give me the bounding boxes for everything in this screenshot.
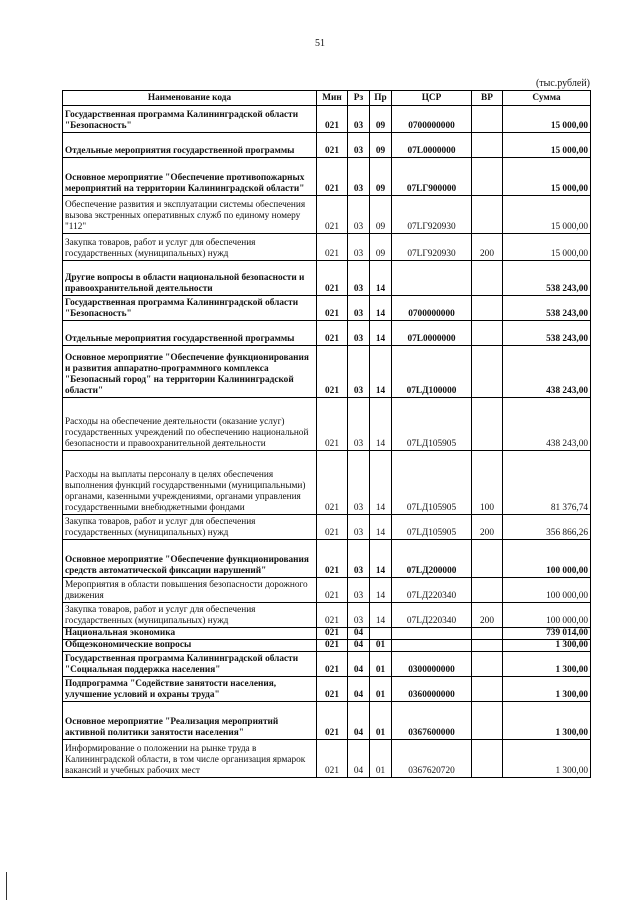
cell-csr: 0700000000 [392, 106, 472, 133]
cell-min: 021 [317, 296, 348, 321]
cell-pr: 14 [370, 578, 392, 603]
cell-csr [392, 628, 472, 640]
cell-name: Отдельные мероприятия государственной программы [63, 321, 317, 346]
cell-rz: 04 [348, 677, 370, 702]
cell-rz: 03 [348, 451, 370, 515]
cell-min: 021 [317, 398, 348, 451]
cell-sum: 15 000,00 [503, 133, 591, 158]
cell-vr: 200 [472, 603, 503, 628]
cell-csr [392, 640, 472, 652]
cell-name: Основное мероприятие "Обеспечение функционирования средств автоматической фиксации нарушений" [63, 540, 317, 578]
cell-csr: 07LД220340 [392, 603, 472, 628]
cell-name: Расходы на обеспечение деятельности (оказание услуг) государственных учреждений по обеспечению национальной безопасности и правоохранительной деятельности [63, 398, 317, 451]
header-rz: Рз [348, 91, 370, 106]
cell-min: 021 [317, 640, 348, 652]
cell-pr: 09 [370, 158, 392, 196]
table-row [63, 133, 591, 158]
cell-pr: 01 [370, 740, 392, 778]
cell-min: 021 [317, 652, 348, 677]
cell-pr: 01 [370, 640, 392, 652]
cell-rz: 03 [348, 106, 370, 133]
cell-min: 021 [317, 321, 348, 346]
cell-sum: 1 300,00 [503, 740, 591, 778]
cell-min: 021 [317, 133, 348, 158]
table-body [63, 106, 591, 778]
cell-name: Отдельные мероприятия государственной программы [63, 133, 317, 158]
cell-min: 021 [317, 540, 348, 578]
cell-csr: 07LД105905 [392, 515, 472, 540]
cell-vr [472, 628, 503, 640]
cell-pr [370, 628, 392, 640]
cell-csr: 0367620720 [392, 740, 472, 778]
cell-vr [472, 346, 503, 398]
table-row [63, 346, 591, 398]
cell-min: 021 [317, 628, 348, 640]
header-name: Наименование кода [63, 91, 317, 106]
cell-vr: 200 [472, 515, 503, 540]
cell-csr: 0300000000 [392, 652, 472, 677]
cell-pr: 14 [370, 451, 392, 515]
cell-csr [392, 261, 472, 296]
units-label: (тыс.рублей) [535, 78, 590, 89]
cell-name: Основное мероприятие "Обеспечение противопожарных мероприятий на территории Калининградской области" [63, 158, 317, 196]
cell-min: 021 [317, 451, 348, 515]
cell-name: Общеэкономические вопросы [63, 640, 317, 652]
cell-rz: 03 [348, 234, 370, 261]
table-row [63, 677, 591, 702]
cell-rz: 03 [348, 603, 370, 628]
table-row [63, 158, 591, 196]
cell-csr: 0367600000 [392, 702, 472, 740]
cell-pr: 14 [370, 261, 392, 296]
table-row [63, 540, 591, 578]
cell-sum: 100 000,00 [503, 603, 591, 628]
header-pr: Пр [370, 91, 392, 106]
cell-min: 021 [317, 740, 348, 778]
cell-sum: 538 243,00 [503, 296, 591, 321]
table-row [63, 451, 591, 515]
header-vr: ВР [472, 91, 503, 106]
cell-sum: 1 300,00 [503, 677, 591, 702]
cell-sum: 15 000,00 [503, 106, 591, 133]
cell-rz: 04 [348, 628, 370, 640]
cell-sum: 81 376,74 [503, 451, 591, 515]
cell-rz: 04 [348, 740, 370, 778]
table-row [63, 106, 591, 133]
cell-name: Другие вопросы в области национальной безопасности и правоохранительной деятельности [63, 261, 317, 296]
cell-min: 021 [317, 578, 348, 603]
cell-pr: 09 [370, 234, 392, 261]
cell-rz: 04 [348, 652, 370, 677]
cell-vr [472, 677, 503, 702]
cell-vr [472, 398, 503, 451]
cell-pr: 14 [370, 540, 392, 578]
cell-pr: 14 [370, 398, 392, 451]
cell-name: Мероприятия в области повышения безопасности дорожного движения [63, 578, 317, 603]
cell-vr: 200 [472, 234, 503, 261]
cell-name: Государственная программа Калининградской области "Безопасность" [63, 296, 317, 321]
cell-rz: 03 [348, 540, 370, 578]
table-row [63, 321, 591, 346]
cell-rz: 03 [348, 133, 370, 158]
cell-sum: 15 000,00 [503, 234, 591, 261]
cell-pr: 14 [370, 346, 392, 398]
cell-pr: 09 [370, 133, 392, 158]
cell-min: 021 [317, 234, 348, 261]
cell-vr [472, 702, 503, 740]
table-row [63, 628, 591, 640]
cell-rz: 03 [348, 346, 370, 398]
cell-csr: 07LД105905 [392, 398, 472, 451]
cell-name: Обеспечение развития и эксплуатации системы обеспечения вызова экстренных оперативных служб по единому номеру "112" [63, 196, 317, 234]
cell-csr: 07L0000000 [392, 321, 472, 346]
cell-min: 021 [317, 196, 348, 234]
header-sum: Сумма [503, 91, 591, 106]
cell-csr: 0360000000 [392, 677, 472, 702]
cell-name: Закупка товаров, работ и услуг для обеспечения государственных (муниципальных) нужд [63, 234, 317, 261]
cell-min: 021 [317, 515, 348, 540]
cell-min: 021 [317, 158, 348, 196]
cell-min: 021 [317, 346, 348, 398]
cell-sum: 15 000,00 [503, 196, 591, 234]
cell-min: 021 [317, 261, 348, 296]
table-row [63, 702, 591, 740]
cell-csr: 07LГ900000 [392, 158, 472, 196]
cell-rz: 04 [348, 640, 370, 652]
table-row [63, 578, 591, 603]
cell-name: Информирование о положении на рынке труда в Калининградской области, в том числе организация ярмарок вакансий и учебных рабочих мест [63, 740, 317, 778]
table-row [63, 398, 591, 451]
cell-csr: 07LД220340 [392, 578, 472, 603]
cell-sum: 100 000,00 [503, 578, 591, 603]
cell-vr [472, 652, 503, 677]
cell-rz: 03 [348, 515, 370, 540]
cell-rz: 03 [348, 261, 370, 296]
cell-min: 021 [317, 677, 348, 702]
scan-edge-mark [6, 872, 7, 900]
cell-csr: 07LГ920930 [392, 196, 472, 234]
cell-name: Закупка товаров, работ и услуг для обеспечения государственных (муниципальных) нужд [63, 515, 317, 540]
cell-vr [472, 321, 503, 346]
budget-table [62, 90, 591, 778]
table-row [63, 603, 591, 628]
cell-sum: 1 300,00 [503, 702, 591, 740]
cell-name: Основное мероприятие "Реализация мероприятий активной политики занятости населения" [63, 702, 317, 740]
page-number: 51 [315, 38, 325, 49]
cell-sum: 739 014,00 [503, 628, 591, 640]
table-row [63, 296, 591, 321]
header-csr: ЦСР [392, 91, 472, 106]
cell-vr [472, 740, 503, 778]
cell-name: Подпрограмма "Содействие занятости населения, улучшение условий и охраны труда" [63, 677, 317, 702]
cell-csr: 0700000000 [392, 296, 472, 321]
cell-pr: 14 [370, 515, 392, 540]
cell-min: 021 [317, 603, 348, 628]
cell-csr: 07LД105905 [392, 451, 472, 515]
cell-sum: 538 243,00 [503, 321, 591, 346]
cell-csr: 07L0000000 [392, 133, 472, 158]
cell-rz: 04 [348, 702, 370, 740]
table-row [63, 740, 591, 778]
cell-sum: 438 243,00 [503, 346, 591, 398]
table-row [63, 234, 591, 261]
cell-sum: 538 243,00 [503, 261, 591, 296]
cell-vr [472, 261, 503, 296]
cell-sum: 1 300,00 [503, 652, 591, 677]
cell-pr: 09 [370, 196, 392, 234]
cell-rz: 03 [348, 158, 370, 196]
cell-name: Национальная экономика [63, 628, 317, 640]
cell-vr [472, 296, 503, 321]
table-row [63, 196, 591, 234]
cell-sum: 1 300,00 [503, 640, 591, 652]
cell-name: Закупка товаров, работ и услуг для обеспечения государственных (муниципальных) нужд [63, 603, 317, 628]
cell-rz: 03 [348, 398, 370, 451]
cell-rz: 03 [348, 321, 370, 346]
cell-vr [472, 158, 503, 196]
cell-rz: 03 [348, 196, 370, 234]
cell-csr: 07LД100000 [392, 346, 472, 398]
table-row [63, 640, 591, 652]
cell-vr: 100 [472, 451, 503, 515]
cell-vr [472, 640, 503, 652]
table-row [63, 261, 591, 296]
cell-pr: 14 [370, 321, 392, 346]
cell-name: Основное мероприятие "Обеспечение функционирования и развития аппаратно-программного комплекса "Безопасный город" на территории Калининградской области" [63, 346, 317, 398]
table-header-row [63, 91, 591, 106]
cell-pr: 14 [370, 603, 392, 628]
cell-pr: 01 [370, 702, 392, 740]
table-row [63, 652, 591, 677]
cell-vr [472, 540, 503, 578]
cell-csr: 07LГ920930 [392, 234, 472, 261]
cell-name: Расходы на выплаты персоналу в целях обеспечения выполнения функций государственными (муниципальными) органами, казенными учреждениями, органами управления государственными внебюджетными фондами [63, 451, 317, 515]
cell-pr: 01 [370, 652, 392, 677]
cell-name: Государственная программа Калининградской области "Социальная поддержка населения" [63, 652, 317, 677]
cell-sum: 356 866,26 [503, 515, 591, 540]
cell-min: 021 [317, 106, 348, 133]
cell-csr: 07LД200000 [392, 540, 472, 578]
cell-vr [472, 133, 503, 158]
cell-rz: 03 [348, 296, 370, 321]
cell-pr: 01 [370, 677, 392, 702]
cell-sum: 438 243,00 [503, 398, 591, 451]
cell-sum: 100 000,00 [503, 540, 591, 578]
cell-vr [472, 578, 503, 603]
cell-min: 021 [317, 702, 348, 740]
cell-sum: 15 000,00 [503, 158, 591, 196]
cell-rz: 03 [348, 578, 370, 603]
cell-vr [472, 106, 503, 133]
header-min: Мин [317, 91, 348, 106]
cell-vr [472, 196, 503, 234]
table-row [63, 515, 591, 540]
cell-pr: 14 [370, 296, 392, 321]
cell-pr: 09 [370, 106, 392, 133]
cell-name: Государственная программа Калининградской области "Безопасность" [63, 106, 317, 133]
